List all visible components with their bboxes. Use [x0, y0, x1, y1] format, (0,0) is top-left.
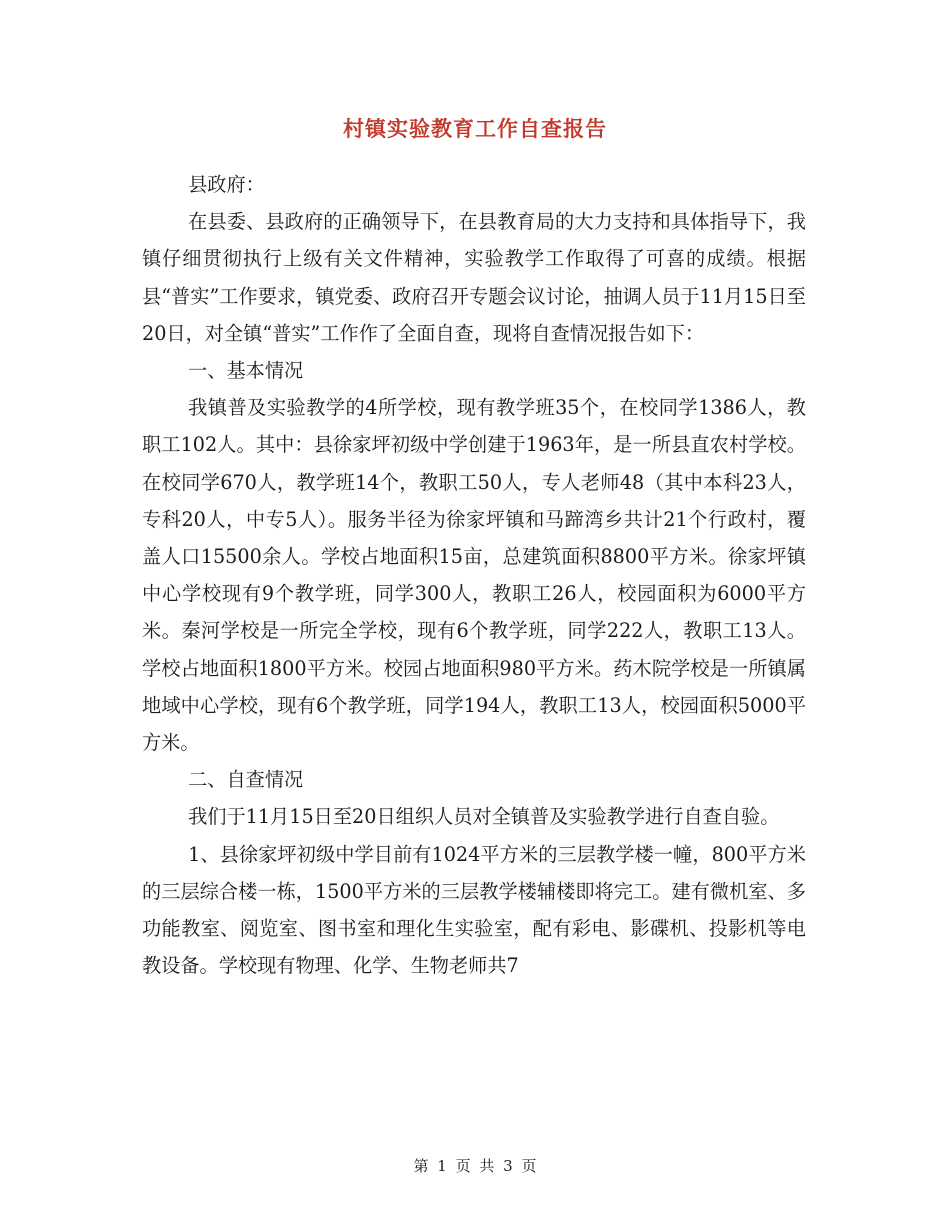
section-heading-self-check: 二、自查情况 [188, 768, 304, 792]
page-footer: 第 1 页 共 3 页 [413, 1157, 537, 1175]
paragraph-item-1: 1、县徐家坪初级中学目前有1024平方米的三层教学楼一幢，800平方米的三层综合楼一栋，1500平方米的三层教学楼辅楼即将完工。建有微机室、多功能教室、阅览室、图书室和理化生实验室，配有彩电、影碟机、投影机等电教设备。学校现有物理、化学、生物老师共7 [142, 842, 806, 978]
paragraph-basic-info: 我镇普及实验教学的4所学校，现有教学班35个，在校同学1386人，教职工102人。其中：县徐家坪初级中学创建于1963年，是一所县直农村学校。在校同学670人，教学班14个，教职工50人，专人老师48（其中本科23人，专科20人，中专5人）。服务半径为徐家坪镇和马蹄湾乡共计21个行政村，覆盖人口15500余人。学校占地面积15亩，总建筑面积8800平方米。徐家坪镇中心学校现有9个教学班，同学300人，教职工26人，校园面积为6000平方米。秦河学校是一所完全学校，现有6个教学班，同学222人，教职工13人。学校占地面积1800平方米。校园占地面积980平方米。药木院学校是一所镇属地域中心学校，现有6个教学班，同学194人，教职工13人，校园面积5000平方米。 [142, 396, 806, 755]
paragraph-intro: 在县委、县政府的正确领导下，在县教育局的大力支持和具体指导下，我镇仔细贯彻执行上级有关文件精神，实验教学工作取得了可喜的成绩。根据县“普实”工作要求，镇党委、政府召开专题会议讨论，抽调人员于11月15日至20日，对全镇“普实”工作作了全面自查，现将自查情况报告如下： [142, 210, 806, 345]
section-heading-basic: 一、基本情况 [188, 359, 304, 383]
salutation: 县政府： [188, 173, 265, 196]
document-body [142, 166, 806, 984]
paragraph-self-check: 我们于11月15日至20日组织人员对全镇普及实验教学进行自查自验。 [188, 805, 780, 829]
document-title: 村镇实验教育工作自查报告 [343, 116, 607, 141]
